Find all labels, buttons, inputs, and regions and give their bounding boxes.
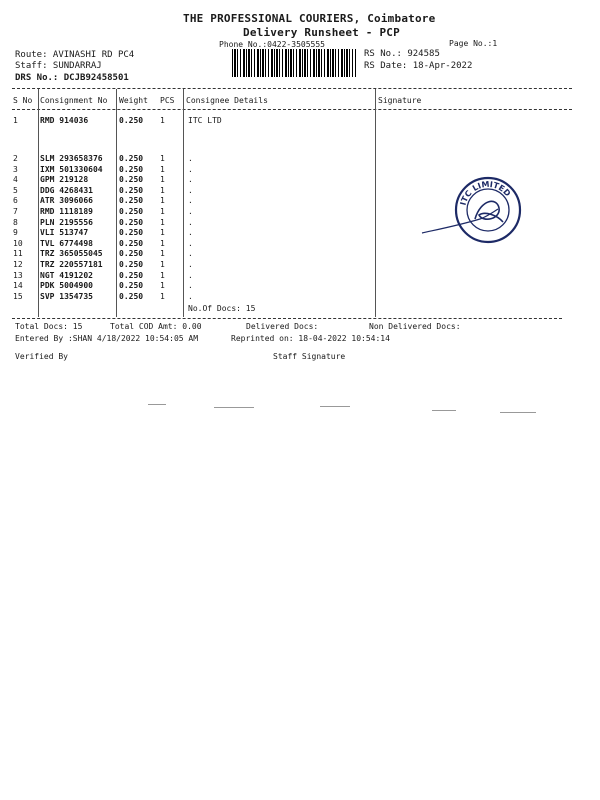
- cell-pcs: 1: [160, 116, 165, 125]
- reprinted-on: Reprinted on: 18-04-2022 10:54:14: [231, 334, 390, 343]
- cell-consignee: .: [188, 185, 193, 195]
- scan-mark: [500, 412, 536, 413]
- cell-weight: 0.250: [119, 164, 144, 174]
- cell-consignment: NGT 4191202: [40, 270, 93, 280]
- no-of-docs: No.Of Docs: 15: [188, 304, 256, 313]
- cell-consignee: .: [188, 164, 193, 174]
- total-cod: Total COD Amt: 0.00: [110, 322, 202, 331]
- cell-consignment: DDG 4268431: [40, 185, 93, 195]
- cell-consignment: IXM 501330604: [40, 164, 103, 174]
- cell-consignment: PDK 5004900: [40, 281, 93, 291]
- cell-pcs: 1: [160, 281, 165, 291]
- cell-weight: 0.250: [119, 238, 144, 248]
- cell-consignee: .: [188, 228, 193, 238]
- signature-stroke: [420, 205, 500, 235]
- cell-weight: 0.250: [119, 154, 144, 163]
- col-pcs: PCS: [160, 96, 175, 105]
- rs-date: RS Date: 18-Apr-2022: [364, 61, 473, 71]
- cell-pcs: 1: [160, 154, 165, 163]
- delivered-docs: Delivered Docs:: [246, 322, 319, 331]
- cell-pcs: 1: [160, 217, 165, 227]
- cell-pcs: 1: [160, 185, 165, 195]
- staff-label: Staff: SUNDARRAJ: [15, 61, 102, 71]
- cell-pcs: 1: [160, 175, 165, 185]
- verified-by: Verified By: [15, 352, 68, 361]
- cell-sno: 12: [13, 260, 23, 269]
- cell-weight: 0.250: [119, 116, 144, 125]
- company-title: THE PROFESSIONAL COURIERS, Coimbatore: [183, 12, 436, 25]
- table-bottom-rule: [12, 318, 562, 319]
- cell-weight: 0.250: [119, 270, 144, 280]
- cell-pcs: 1: [160, 164, 165, 174]
- runsheet-subtitle: Delivery Runsheet - PCP: [243, 26, 400, 39]
- cell-consignee: .: [188, 154, 193, 163]
- drs-number: DRS No.: DCJB92458501: [15, 73, 129, 83]
- phone-number: Phone No.:0422-3505555: [219, 40, 325, 49]
- table-row: [0, 260, 600, 270]
- cell-consignee: .: [188, 196, 193, 206]
- scan-mark: [214, 407, 254, 408]
- cell-consignment: SVP 1354735: [40, 291, 93, 301]
- cell-consignment: VLI 513747: [40, 228, 89, 238]
- cell-consignment: TRZ 365055045: [40, 249, 103, 259]
- cell-consignment: RMD 1118189: [40, 207, 93, 216]
- rs-number: RS No.: 924585: [364, 49, 440, 59]
- cell-weight: 0.250: [119, 175, 144, 185]
- cell-pcs: 1: [160, 291, 165, 301]
- col-consignment: Consignment No: [40, 96, 108, 105]
- table-top-rule: [12, 88, 572, 89]
- table-header: [0, 96, 600, 106]
- cell-weight: 0.250: [119, 196, 144, 206]
- cell-weight: 0.250: [119, 281, 144, 291]
- cell-sno: 10: [13, 238, 23, 248]
- cell-consignee: .: [188, 260, 193, 269]
- cell-consignee: ITC LTD: [188, 116, 222, 125]
- cell-sno: 8: [13, 217, 18, 227]
- table-header-rule: [12, 109, 572, 110]
- cell-consignee: .: [188, 281, 193, 291]
- cell-consignment: PLN 2195556: [40, 217, 93, 227]
- cell-consignee: .: [188, 238, 193, 248]
- cell-consignee: .: [188, 270, 193, 280]
- cell-pcs: 1: [160, 249, 165, 259]
- cell-sno: 11: [13, 249, 23, 259]
- svg-text:ITC LIMITED: ITC LIMITED: [458, 179, 513, 207]
- cell-weight: 0.250: [119, 217, 144, 227]
- cell-consignee: .: [188, 291, 193, 301]
- table-row: [0, 271, 600, 281]
- cell-pcs: 1: [160, 207, 165, 216]
- cell-consignment: GPM 219128: [40, 175, 89, 185]
- cell-consignee: .: [188, 175, 193, 185]
- table-row: [0, 292, 600, 302]
- cell-sno: 5: [13, 185, 18, 195]
- scan-mark: [320, 406, 350, 407]
- cell-consignment: TVL 6774498: [40, 238, 93, 248]
- cell-sno: 3: [13, 164, 18, 174]
- cell-weight: 0.250: [119, 185, 144, 195]
- cell-sno: 15: [13, 291, 23, 301]
- entered-by: Entered By :SHAN 4/18/2022 10:54:05 AM: [15, 334, 199, 343]
- scan-mark: [432, 410, 456, 411]
- table-row: [0, 281, 600, 291]
- cell-sno: 4: [13, 175, 18, 185]
- cell-consignment: ATR 3096066: [40, 196, 93, 206]
- col-sno: S No: [13, 96, 33, 105]
- cell-consignee: .: [188, 249, 193, 259]
- col-signature: Signature: [378, 96, 422, 105]
- cell-sno: 14: [13, 281, 23, 291]
- cell-weight: 0.250: [119, 249, 144, 259]
- table-row: [0, 154, 600, 164]
- cell-weight: 0.250: [119, 260, 144, 269]
- col-consignee: Consignee Details: [186, 96, 268, 105]
- scan-mark: [148, 404, 166, 405]
- cell-pcs: 1: [160, 228, 165, 238]
- cell-weight: 0.250: [119, 291, 144, 301]
- cell-sno: 9: [13, 228, 18, 238]
- table-row: [0, 116, 600, 126]
- cell-pcs: 1: [160, 260, 165, 269]
- cell-weight: 0.250: [119, 207, 144, 216]
- staff-signature: Staff Signature: [273, 352, 346, 361]
- barcode: [232, 49, 356, 77]
- cell-weight: 0.250: [119, 228, 144, 238]
- non-delivered-docs: Non Delivered Docs:: [369, 322, 461, 331]
- table-row: [0, 165, 600, 175]
- cell-consignee: .: [188, 207, 193, 216]
- table-row: [0, 249, 600, 259]
- cell-sno: 2: [13, 154, 18, 163]
- cell-consignment: RMD 914036: [40, 116, 89, 125]
- cell-sno: 7: [13, 207, 18, 216]
- route-label: Route: AVINASHI RD PC4: [15, 50, 135, 60]
- col-weight: Weight: [119, 96, 148, 105]
- cell-sno: 13: [13, 270, 23, 280]
- cell-pcs: 1: [160, 270, 165, 280]
- cell-sno: 1: [13, 116, 18, 125]
- page-number: Page No.:1: [449, 39, 498, 48]
- cell-consignee: .: [188, 217, 193, 227]
- cell-pcs: 1: [160, 238, 165, 248]
- cell-consignment: TRZ 220557181: [40, 260, 103, 269]
- cell-sno: 6: [13, 196, 18, 206]
- cell-pcs: 1: [160, 196, 165, 206]
- total-docs: Total Docs: 15: [15, 322, 83, 331]
- cell-consignment: SLM 293658376: [40, 154, 103, 163]
